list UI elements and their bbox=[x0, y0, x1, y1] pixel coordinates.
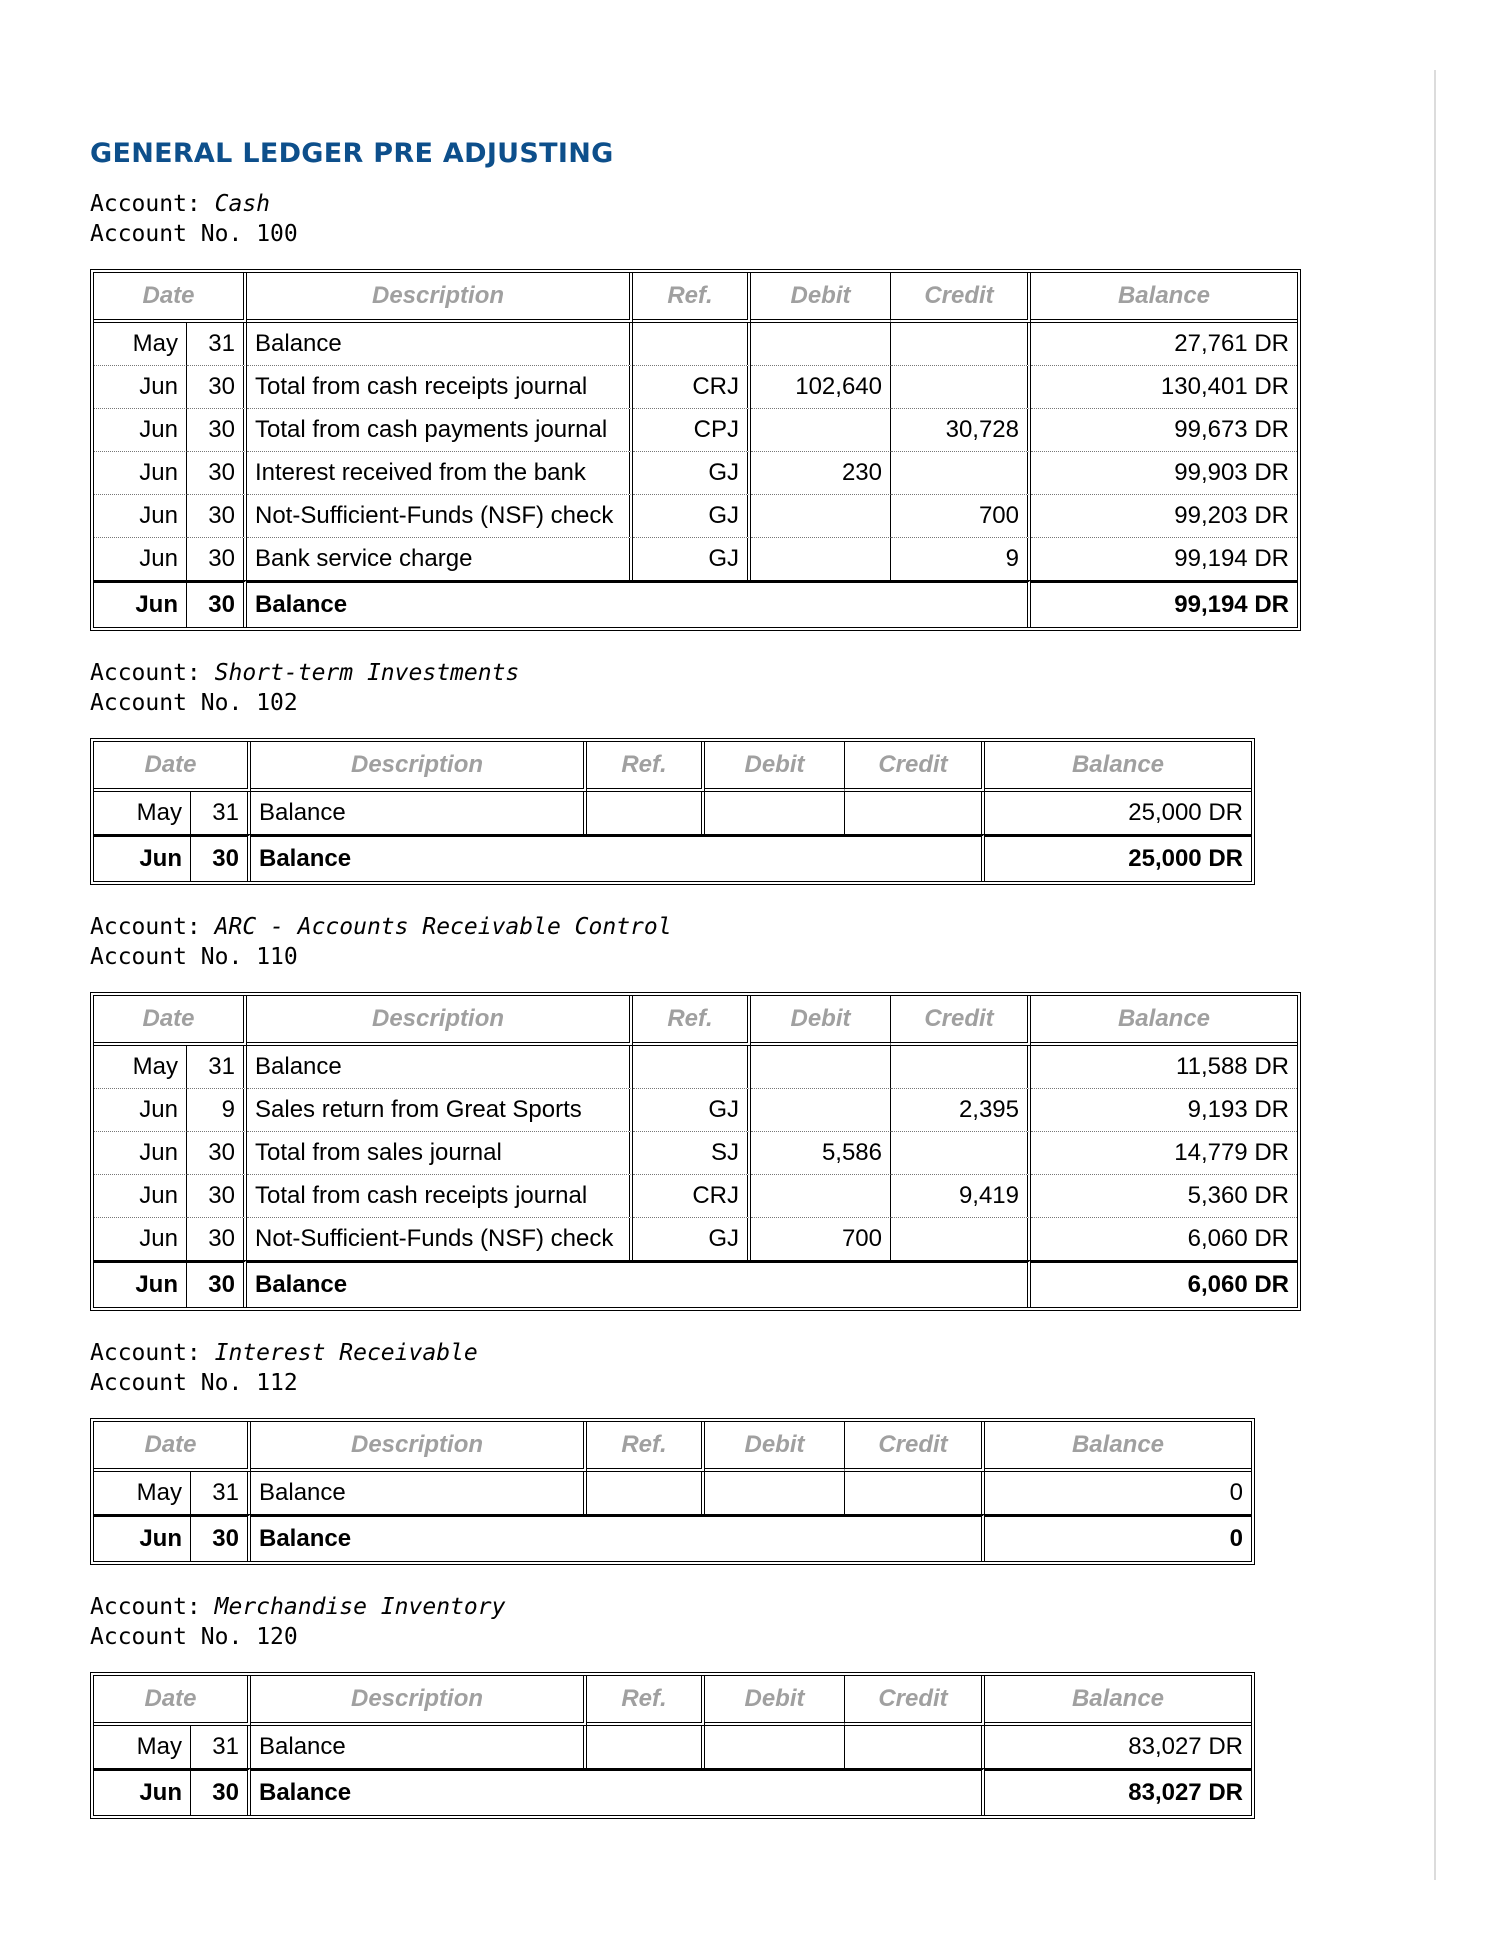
total-month: Jun bbox=[94, 1768, 191, 1815]
account-section bbox=[90, 1338, 1350, 1565]
cell-month: May bbox=[94, 1046, 187, 1088]
cell-day: 30 bbox=[187, 494, 247, 537]
cell-description: Not-Sufficient-Funds (NSF) check bbox=[247, 494, 633, 537]
cell-balance: 11,588 DR bbox=[1176, 1053, 1289, 1080]
account-number-label: Account No. bbox=[90, 1370, 243, 1396]
cell-ref: CPJ bbox=[633, 408, 751, 451]
cell-ref bbox=[587, 792, 705, 834]
cell-month: Jun bbox=[94, 1088, 187, 1131]
cell-balance: 99,903 DR bbox=[1031, 451, 1297, 494]
account-label: Account: bbox=[90, 660, 201, 686]
cell-balance: 99,673 DR bbox=[1031, 408, 1297, 451]
cell-day: 30 bbox=[187, 1131, 247, 1174]
cell-ref: SJ bbox=[633, 1131, 751, 1174]
header-balance: Balance bbox=[1031, 273, 1297, 323]
total-row bbox=[94, 580, 1297, 627]
total-row bbox=[94, 1768, 1251, 1815]
cell-credit: 30,728 bbox=[891, 408, 1031, 451]
cell-credit bbox=[891, 323, 1031, 365]
cell-description: Total from cash receipts journal bbox=[247, 365, 633, 408]
header-credit: Credit bbox=[845, 1676, 985, 1726]
total-balance: 83,027 DR bbox=[985, 1768, 1251, 1815]
header-debit: Debit bbox=[705, 742, 845, 792]
cell-month: Jun bbox=[94, 1174, 187, 1217]
cell-month: Jun bbox=[94, 494, 187, 537]
ledger-table bbox=[90, 1672, 1255, 1819]
cell-debit bbox=[751, 1174, 891, 1217]
total-row bbox=[94, 1260, 1297, 1307]
account-label: Account: bbox=[90, 191, 201, 217]
account-number: 112 bbox=[256, 1370, 298, 1396]
total-description: Balance bbox=[251, 1514, 985, 1561]
cell-debit bbox=[705, 1726, 845, 1768]
ledger-table bbox=[90, 738, 1255, 885]
cell-debit: 102,640 bbox=[751, 365, 891, 408]
cell-month: May bbox=[94, 792, 191, 834]
cell-debit bbox=[751, 323, 891, 365]
accounts-container bbox=[90, 189, 1350, 1819]
cell-month: Jun bbox=[94, 537, 187, 580]
cell-ref: GJ bbox=[633, 451, 751, 494]
account-number: 120 bbox=[256, 1624, 298, 1650]
header-debit: Debit bbox=[705, 1676, 845, 1726]
table-row bbox=[94, 451, 1297, 494]
header-date: Date bbox=[94, 742, 251, 792]
cell-ref: CRJ bbox=[633, 1174, 751, 1217]
cell-debit bbox=[751, 494, 891, 537]
ledger-table bbox=[90, 269, 1301, 631]
page-edge-rule bbox=[1434, 70, 1436, 1880]
cell-credit bbox=[891, 365, 1031, 408]
table-row bbox=[94, 1472, 1251, 1514]
header-balance: Balance bbox=[985, 1676, 1251, 1726]
cell-debit bbox=[751, 1046, 891, 1088]
cell-debit bbox=[751, 537, 891, 580]
cell-description: Total from sales journal bbox=[247, 1131, 633, 1174]
account-number-label: Account No. bbox=[90, 690, 243, 716]
total-day: 30 bbox=[191, 834, 251, 881]
header-description: Description bbox=[251, 1676, 587, 1726]
total-month: Jun bbox=[94, 580, 187, 627]
cell-balance: 5,360 DR bbox=[1031, 1174, 1297, 1217]
table-row bbox=[94, 537, 1297, 580]
cell-month: Jun bbox=[94, 365, 187, 408]
header-ref: Ref. bbox=[633, 996, 751, 1046]
cell-description: Sales return from Great Sports bbox=[247, 1088, 633, 1131]
cell-credit: 9 bbox=[891, 537, 1031, 580]
cell-month: May bbox=[94, 1472, 191, 1514]
total-description: Balance bbox=[247, 1260, 1031, 1307]
total-row bbox=[94, 1514, 1251, 1561]
account-number: 110 bbox=[256, 944, 298, 970]
table-header-row bbox=[94, 1676, 1251, 1726]
cell-balance: 99,194 DR bbox=[1031, 537, 1297, 580]
cell-day: 31 bbox=[191, 1472, 251, 1514]
cell-debit: 5,586 bbox=[751, 1131, 891, 1174]
cell-day: 30 bbox=[187, 1217, 247, 1260]
account-number: 100 bbox=[256, 221, 298, 247]
cell-credit bbox=[845, 792, 985, 834]
cell-debit: 700 bbox=[751, 1217, 891, 1260]
total-month: Jun bbox=[94, 834, 191, 881]
cell-credit bbox=[845, 1472, 985, 1514]
cell-day: 9 bbox=[187, 1088, 247, 1131]
cell-balance: 130,401 DR bbox=[1031, 365, 1297, 408]
header-date: Date bbox=[94, 273, 247, 323]
header-description: Description bbox=[251, 1422, 587, 1472]
table-row bbox=[94, 1046, 1297, 1088]
cell-day: 30 bbox=[187, 537, 247, 580]
cell-balance: 9,193 DR bbox=[1031, 1088, 1297, 1131]
cell-description: Total from cash payments journal bbox=[247, 408, 633, 451]
total-day: 30 bbox=[187, 580, 247, 627]
cell-balance: 14,779 DR bbox=[1031, 1131, 1297, 1174]
cell-description: Balance bbox=[251, 1472, 587, 1514]
cell-credit bbox=[891, 1217, 1031, 1260]
cell-balance: 6,060 DR bbox=[1031, 1217, 1297, 1260]
total-month: Jun bbox=[94, 1514, 191, 1561]
cell-month: Jun bbox=[94, 1217, 187, 1260]
account-name: Cash bbox=[214, 191, 271, 217]
table-row bbox=[94, 792, 1251, 834]
cell-debit bbox=[751, 408, 891, 451]
total-day: 30 bbox=[191, 1514, 251, 1561]
cell-ref: GJ bbox=[633, 494, 751, 537]
cell-ref bbox=[587, 1472, 705, 1514]
account-name-line bbox=[90, 189, 1350, 219]
header-credit: Credit bbox=[891, 996, 1031, 1046]
account-name-line bbox=[90, 1338, 1350, 1368]
cell-credit: 2,395 bbox=[891, 1088, 1031, 1131]
table-row bbox=[94, 494, 1297, 537]
account-label: Account: bbox=[90, 1340, 201, 1366]
table-row bbox=[94, 408, 1297, 451]
cell-ref: GJ bbox=[633, 1217, 751, 1260]
cell-month: Jun bbox=[94, 408, 187, 451]
cell-credit bbox=[891, 1131, 1031, 1174]
cell-ref bbox=[633, 323, 751, 365]
account-number-label: Account No. bbox=[90, 1624, 243, 1650]
cell-ref: GJ bbox=[633, 1088, 751, 1131]
header-debit: Debit bbox=[751, 996, 891, 1046]
account-number-label: Account No. bbox=[90, 221, 243, 247]
account-name-line bbox=[90, 912, 1350, 942]
account-section bbox=[90, 658, 1350, 885]
cell-debit bbox=[705, 1472, 845, 1514]
cell-ref bbox=[633, 1046, 751, 1088]
cell-balance: 27,761 DR bbox=[1174, 330, 1289, 357]
account-number-line bbox=[90, 1368, 1350, 1398]
header-date: Date bbox=[94, 1422, 251, 1472]
cell-day: 31 bbox=[191, 1726, 251, 1768]
cell-month: Jun bbox=[94, 1131, 187, 1174]
cell-credit: 700 bbox=[891, 494, 1031, 537]
account-number-line bbox=[90, 1622, 1350, 1652]
header-credit: Credit bbox=[845, 742, 985, 792]
total-description: Balance bbox=[251, 1768, 985, 1815]
header-ref: Ref. bbox=[587, 742, 705, 792]
header-date: Date bbox=[94, 1676, 251, 1726]
cell-description: Bank service charge bbox=[247, 537, 633, 580]
cell-ref bbox=[587, 1726, 705, 1768]
total-description: Balance bbox=[247, 580, 1031, 627]
table-header-row bbox=[94, 742, 1251, 792]
table-header-row bbox=[94, 996, 1297, 1046]
table-row bbox=[94, 323, 1297, 365]
cell-credit: 9,419 bbox=[891, 1174, 1031, 1217]
account-name: Merchandise Inventory bbox=[214, 1594, 506, 1620]
total-balance: 99,194 DR bbox=[1031, 580, 1297, 627]
cell-description: Balance bbox=[247, 323, 633, 365]
ledger-table bbox=[90, 1418, 1255, 1565]
header-credit: Credit bbox=[891, 273, 1031, 323]
total-balance: 6,060 DR bbox=[1031, 1260, 1297, 1307]
header-description: Description bbox=[247, 996, 633, 1046]
account-name-line bbox=[90, 1592, 1350, 1622]
header-description: Description bbox=[247, 273, 633, 323]
cell-day: 31 bbox=[187, 1046, 247, 1088]
total-day: 30 bbox=[191, 1768, 251, 1815]
cell-day: 31 bbox=[187, 323, 247, 365]
cell-debit: 230 bbox=[751, 451, 891, 494]
cell-description: Balance bbox=[251, 792, 587, 834]
cell-ref: GJ bbox=[633, 537, 751, 580]
header-balance: Balance bbox=[985, 1422, 1251, 1472]
cell-description: Total from cash receipts journal bbox=[247, 1174, 633, 1217]
header-date: Date bbox=[94, 996, 247, 1046]
account-number: 102 bbox=[256, 690, 298, 716]
total-balance: 0 bbox=[985, 1514, 1251, 1561]
header-ref: Ref. bbox=[587, 1676, 705, 1726]
cell-day: 30 bbox=[187, 1174, 247, 1217]
cell-description: Balance bbox=[247, 1046, 633, 1088]
account-name: Short-term Investments bbox=[214, 660, 520, 686]
cell-day: 30 bbox=[187, 451, 247, 494]
table-row bbox=[94, 1217, 1297, 1260]
cell-credit bbox=[845, 1726, 985, 1768]
table-header-row bbox=[94, 273, 1297, 323]
table-row bbox=[94, 1174, 1297, 1217]
header-balance: Balance bbox=[985, 742, 1251, 792]
cell-balance: 25,000 DR bbox=[1128, 799, 1243, 826]
cell-month: May bbox=[94, 1726, 191, 1768]
ledger-document bbox=[90, 138, 1350, 1846]
account-number-line bbox=[90, 942, 1350, 972]
cell-ref: CRJ bbox=[633, 365, 751, 408]
cell-day: 30 bbox=[187, 365, 247, 408]
header-credit: Credit bbox=[845, 1422, 985, 1472]
cell-day: 30 bbox=[187, 408, 247, 451]
header-ref: Ref. bbox=[633, 273, 751, 323]
total-description: Balance bbox=[251, 834, 985, 881]
cell-description: Balance bbox=[251, 1726, 587, 1768]
header-debit: Debit bbox=[751, 273, 891, 323]
account-number-line bbox=[90, 219, 1350, 249]
account-name-line bbox=[90, 658, 1350, 688]
account-number-line bbox=[90, 688, 1350, 718]
account-number-label: Account No. bbox=[90, 944, 243, 970]
cell-month: May bbox=[94, 323, 187, 365]
account-section bbox=[90, 189, 1350, 631]
cell-balance: 0 bbox=[1229, 1479, 1243, 1506]
account-label: Account: bbox=[90, 1594, 201, 1620]
ledger-table bbox=[90, 992, 1301, 1311]
header-ref: Ref. bbox=[587, 1422, 705, 1472]
cell-day: 31 bbox=[191, 792, 251, 834]
table-row bbox=[94, 1088, 1297, 1131]
account-name: Interest Receivable bbox=[214, 1340, 478, 1366]
total-balance: 25,000 DR bbox=[985, 834, 1251, 881]
header-balance: Balance bbox=[1031, 996, 1297, 1046]
account-name: ARC - Accounts Receivable Control bbox=[214, 914, 672, 940]
cell-description: Interest received from the bank bbox=[247, 451, 633, 494]
account-section bbox=[90, 1592, 1350, 1819]
cell-balance: 99,203 DR bbox=[1031, 494, 1297, 537]
table-row bbox=[94, 1131, 1297, 1174]
account-section bbox=[90, 912, 1350, 1311]
total-row bbox=[94, 834, 1251, 881]
total-month: Jun bbox=[94, 1260, 187, 1307]
page-title: GENERAL LEDGER PRE ADJUSTING bbox=[90, 138, 614, 169]
account-label: Account: bbox=[90, 914, 201, 940]
cell-description: Not-Sufficient-Funds (NSF) check bbox=[247, 1217, 633, 1260]
cell-credit bbox=[891, 1046, 1031, 1088]
cell-debit bbox=[705, 792, 845, 834]
cell-balance: 83,027 DR bbox=[1128, 1733, 1243, 1760]
header-debit: Debit bbox=[705, 1422, 845, 1472]
table-row bbox=[94, 365, 1297, 408]
table-row bbox=[94, 1726, 1251, 1768]
cell-debit bbox=[751, 1088, 891, 1131]
cell-credit bbox=[891, 451, 1031, 494]
table-header-row bbox=[94, 1422, 1251, 1472]
cell-month: Jun bbox=[94, 451, 187, 494]
total-day: 30 bbox=[187, 1260, 247, 1307]
header-description: Description bbox=[251, 742, 587, 792]
